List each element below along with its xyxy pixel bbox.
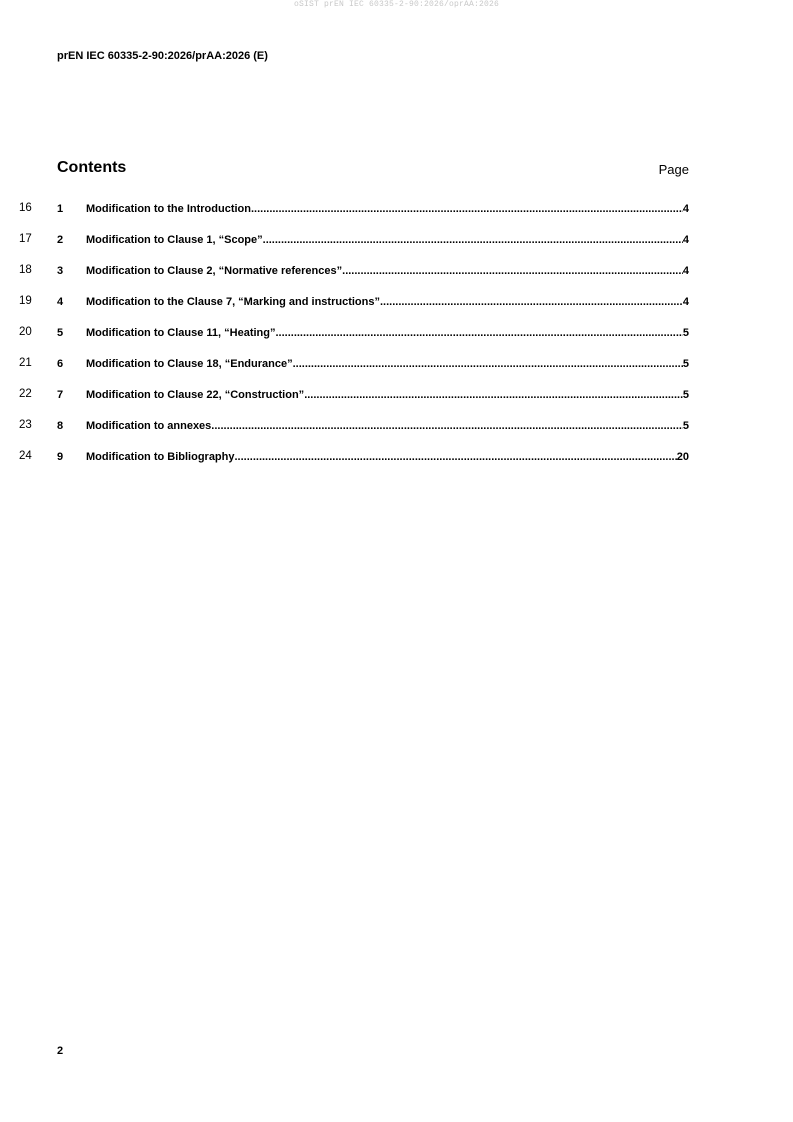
line-number: 19: [19, 295, 32, 307]
toc-entry[interactable]: [0, 418, 793, 449]
line-number: 20: [19, 326, 32, 338]
toc-entry[interactable]: [0, 325, 793, 356]
line-number: 16: [19, 202, 32, 214]
dot-leader: [211, 420, 683, 432]
toc-entry[interactable]: [0, 387, 793, 418]
section-page-number: 5: [682, 389, 689, 401]
page-column-label: Page: [658, 162, 689, 177]
section-page-number: 4: [682, 296, 689, 308]
dot-leader: [251, 203, 683, 215]
dot-leader: [293, 358, 683, 370]
section-page-number: 4: [682, 203, 689, 215]
dot-leader: [263, 234, 683, 246]
section-title: Modification to Bibliography: [86, 451, 235, 463]
section-title: Modification to Clause 1, “Scope”: [86, 234, 263, 246]
toc-entry[interactable]: [0, 232, 793, 263]
dot-leader: [380, 296, 683, 308]
watermark: oSIST prEN IEC 60335-2-90:2026/oprAA:2026: [293, 0, 500, 9]
section-number: 2: [57, 234, 64, 246]
section-page-number: 20: [676, 451, 689, 463]
section-number: 3: [57, 265, 64, 277]
section-title: Modification to Clause 22, “Construction”: [86, 389, 305, 401]
toc-entry[interactable]: [0, 356, 793, 387]
section-number: 1: [57, 203, 64, 215]
toc-entry[interactable]: [0, 263, 793, 294]
line-number: 18: [19, 264, 32, 276]
section-title: Modification to the Clause 7, “Marking and instructions”: [86, 296, 380, 308]
toc-entry[interactable]: [0, 294, 793, 325]
section-page-number: 5: [682, 420, 689, 432]
line-number: 21: [19, 357, 32, 369]
section-number: 6: [57, 358, 64, 370]
section-number: 4: [57, 296, 64, 308]
toc-entry[interactable]: [0, 449, 793, 480]
section-page-number: 4: [682, 265, 689, 277]
section-title: Modification to the Introduction: [86, 203, 251, 215]
line-number: 22: [19, 388, 32, 400]
dot-leader: [342, 265, 683, 277]
dot-leader: [275, 327, 682, 339]
line-number: 23: [19, 419, 32, 431]
contents-heading: Contents: [57, 159, 127, 176]
section-title: Modification to Clause 11, “Heating”: [86, 327, 276, 339]
section-number: 9: [57, 451, 64, 463]
dot-leader: [235, 451, 677, 463]
section-title: Modification to Clause 2, “Normative references”: [86, 265, 343, 277]
section-page-number: 5: [682, 358, 689, 370]
table-of-contents: [0, 201, 793, 480]
section-page-number: 4: [682, 234, 689, 246]
section-page-number: 5: [682, 327, 689, 339]
document-identifier: prEN IEC 60335-2-90:2026/prAA:2026 (E): [57, 50, 268, 62]
page-number: 2: [57, 1045, 64, 1057]
section-number: 8: [57, 420, 64, 432]
section-title: Modification to Clause 18, “Endurance”: [86, 358, 293, 370]
section-number: 5: [57, 327, 64, 339]
line-number: 17: [19, 233, 32, 245]
dot-leader: [304, 389, 683, 401]
section-title: Modification to annexes: [86, 420, 212, 432]
section-number: 7: [57, 389, 64, 401]
toc-entry[interactable]: [0, 201, 793, 232]
line-number: 24: [19, 450, 32, 462]
